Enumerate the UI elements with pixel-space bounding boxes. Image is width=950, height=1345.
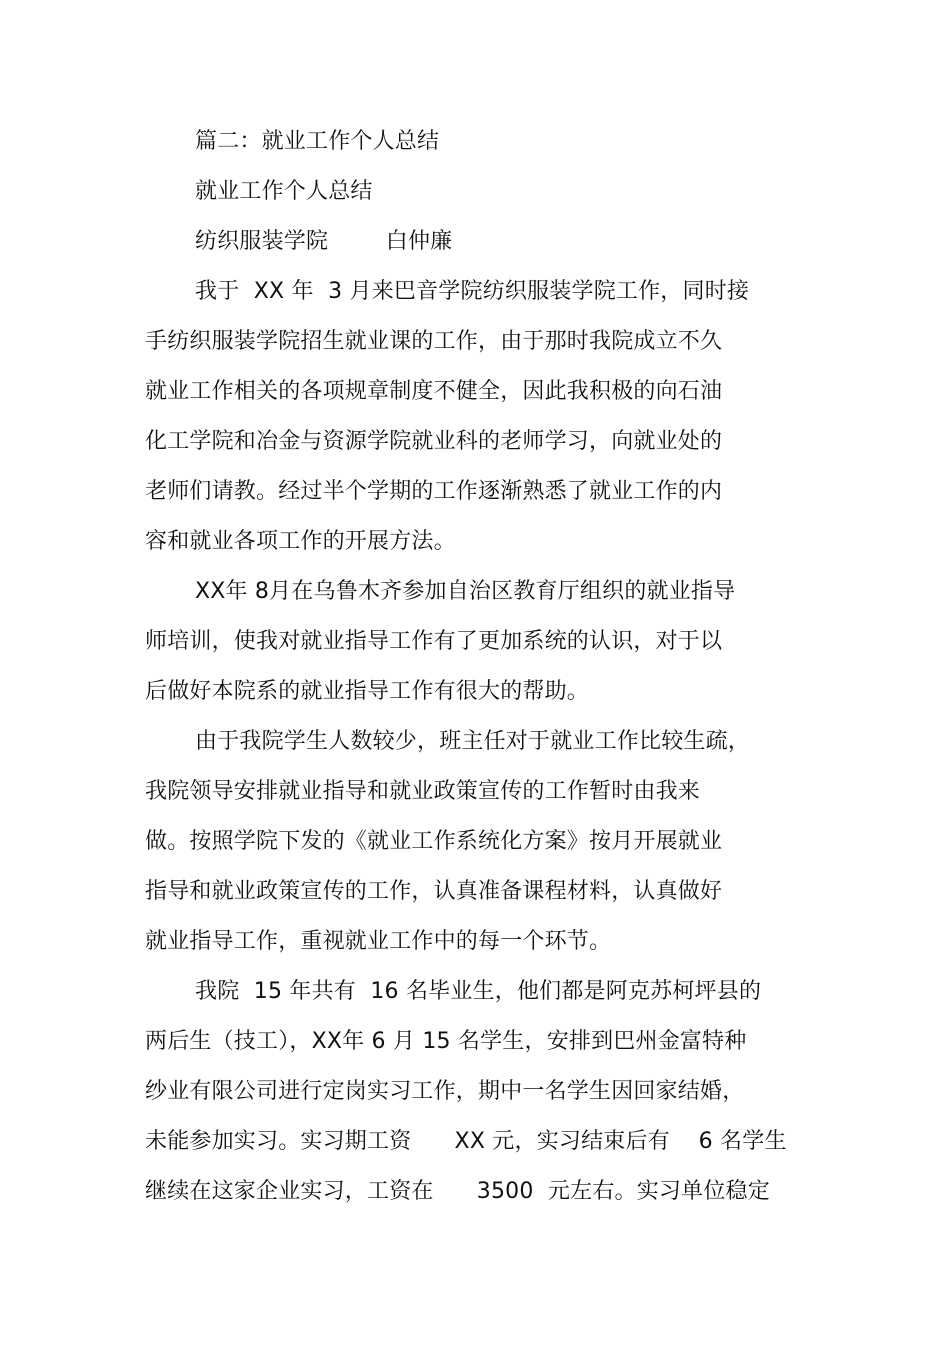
paragraph-line: 纱业有限公司进行定岗实习工作，期中一名学生因回家结婚， [145,1079,745,1104]
paragraph-line: 老师们请教。经过半个学期的工作逐渐熟悉了就业工作的内 [145,479,723,504]
paragraph-line: 容和就业各项工作的开展方法。 [145,529,456,554]
author-line: 纺织服装学院 白仲廉 [195,229,453,254]
paragraph-line: 化工学院和冶金与资源学院就业科的老师学习，向就业处的 [145,429,723,454]
paragraph-line: 我院 15 年共有 16 名毕业生，他们都是阿克苏柯坪县的 [195,979,762,1004]
paragraph-line: 就业工作相关的各项规章制度不健全，因此我积极的向石油 [145,379,723,404]
paragraph-line: 两后生（技工），XX年 6 月 15 名学生，安排到巴州金富特种 [145,1029,747,1054]
paragraph-line: 就业指导工作，重视就业工作中的每一个环节。 [145,929,612,954]
document-title: 就业工作个人总结 [195,179,373,204]
paragraph-line: 指导和就业政策宣传的工作，认真准备课程材料，认真做好 [145,879,723,904]
paragraph-line: 手纺织服装学院招生就业课的工作，由于那时我院成立不久 [145,329,723,354]
paragraph-line: 后做好本院系的就业指导工作有很大的帮助。 [145,679,590,704]
paragraph-line: 我院领导安排就业指导和就业政策宣传的工作暂时由我来 [145,779,701,804]
paragraph-line: 由于我院学生人数较少，班主任对于就业工作比较生疏， [195,729,751,754]
paragraph-line: 继续在这家企业实习，工资在 3500 元左右。实习单位稳定 [145,1179,770,1204]
paragraph-line: 未能参加实习。实习期工资 XX 元，实习结束后有 6 名学生 [145,1129,787,1154]
paragraph-line: 我于 XX 年 3 月来巴音学院纺织服装学院工作，同时接 [195,279,750,304]
paragraph-line: 师培训，使我对就业指导工作有了更加系统的认识，对于以 [145,629,723,654]
paragraph-line: 做。按照学院下发的《就业工作系统化方案》按月开展就业 [145,829,723,854]
section-heading: 篇二：就业工作个人总结 [195,129,440,154]
paragraph-line: XX年 8月在乌鲁木齐参加自治区教育厅组织的就业指导 [195,579,736,604]
